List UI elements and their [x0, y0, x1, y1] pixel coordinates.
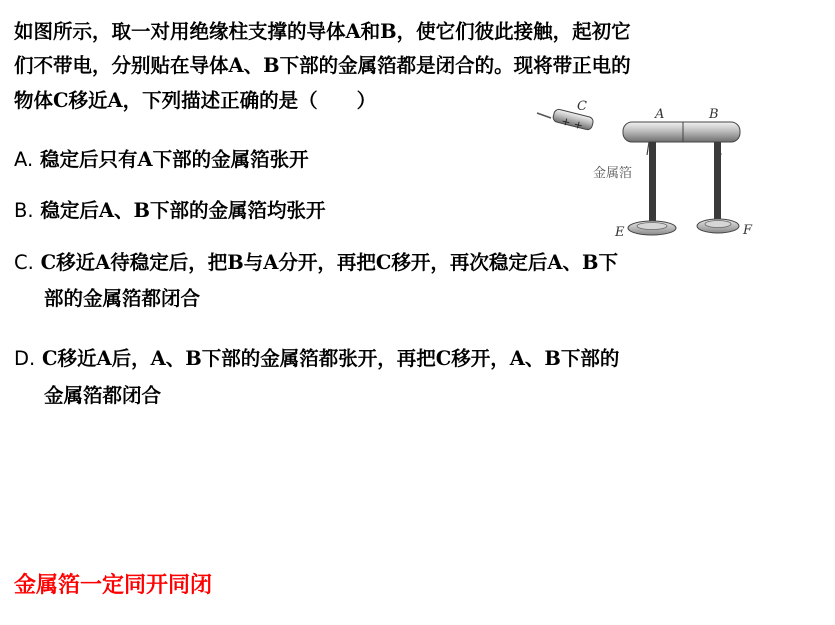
question-stem-line-1: 如图所示，取一对用绝缘柱支撑的导体A和B，使它们彼此接触，起初它	[14, 20, 631, 43]
label-e: E	[615, 225, 625, 240]
metal-foils	[647, 142, 721, 155]
label-a: A	[655, 107, 665, 122]
option-d-text-line-2: 金属箔都闭合	[44, 384, 162, 407]
option-d-letter: D.	[14, 347, 36, 370]
question-stem-line-3: 物体C移近A，下列描述正确的是（ ）	[14, 89, 377, 112]
label-c: C	[577, 99, 587, 114]
option-c-text-line-2: 部的金属箔都闭合	[44, 287, 201, 310]
insulating-stand-e	[614, 142, 676, 240]
label-metal-foil: 金属箔	[593, 166, 633, 181]
question-stem-line-2: 们不带电，分别贴在导体A、B下部的金属箔都是闭合的。现将带正电的	[14, 54, 631, 77]
conductor-ab	[623, 107, 740, 142]
option-a-text: 稳定后只有A下部的金属箔张开	[40, 148, 309, 171]
label-f: F	[743, 223, 753, 238]
label-b: B	[709, 107, 719, 122]
option-c-text-line-1: C移近A待稳定后，把B与A分开，再把C移开，再次稳定后A、B下	[40, 251, 619, 274]
option-c-letter: C.	[14, 251, 34, 274]
option-a-letter: A.	[14, 148, 34, 171]
option-b-letter: B.	[14, 199, 34, 222]
hint-text: 金属箔一定同开同闭	[14, 573, 213, 598]
option-d-text-line-1: C移近A后，A、B下部的金属箔都张开，再把C移开，A、B下部的	[42, 347, 620, 370]
conductor-diagram	[535, 95, 765, 245]
charged-rod-c	[537, 99, 594, 132]
positive-charge-signs: + +	[559, 114, 585, 133]
option-b-text: 稳定后A、B下部的金属箔均张开	[40, 199, 326, 222]
insulating-stand-f	[697, 142, 753, 238]
